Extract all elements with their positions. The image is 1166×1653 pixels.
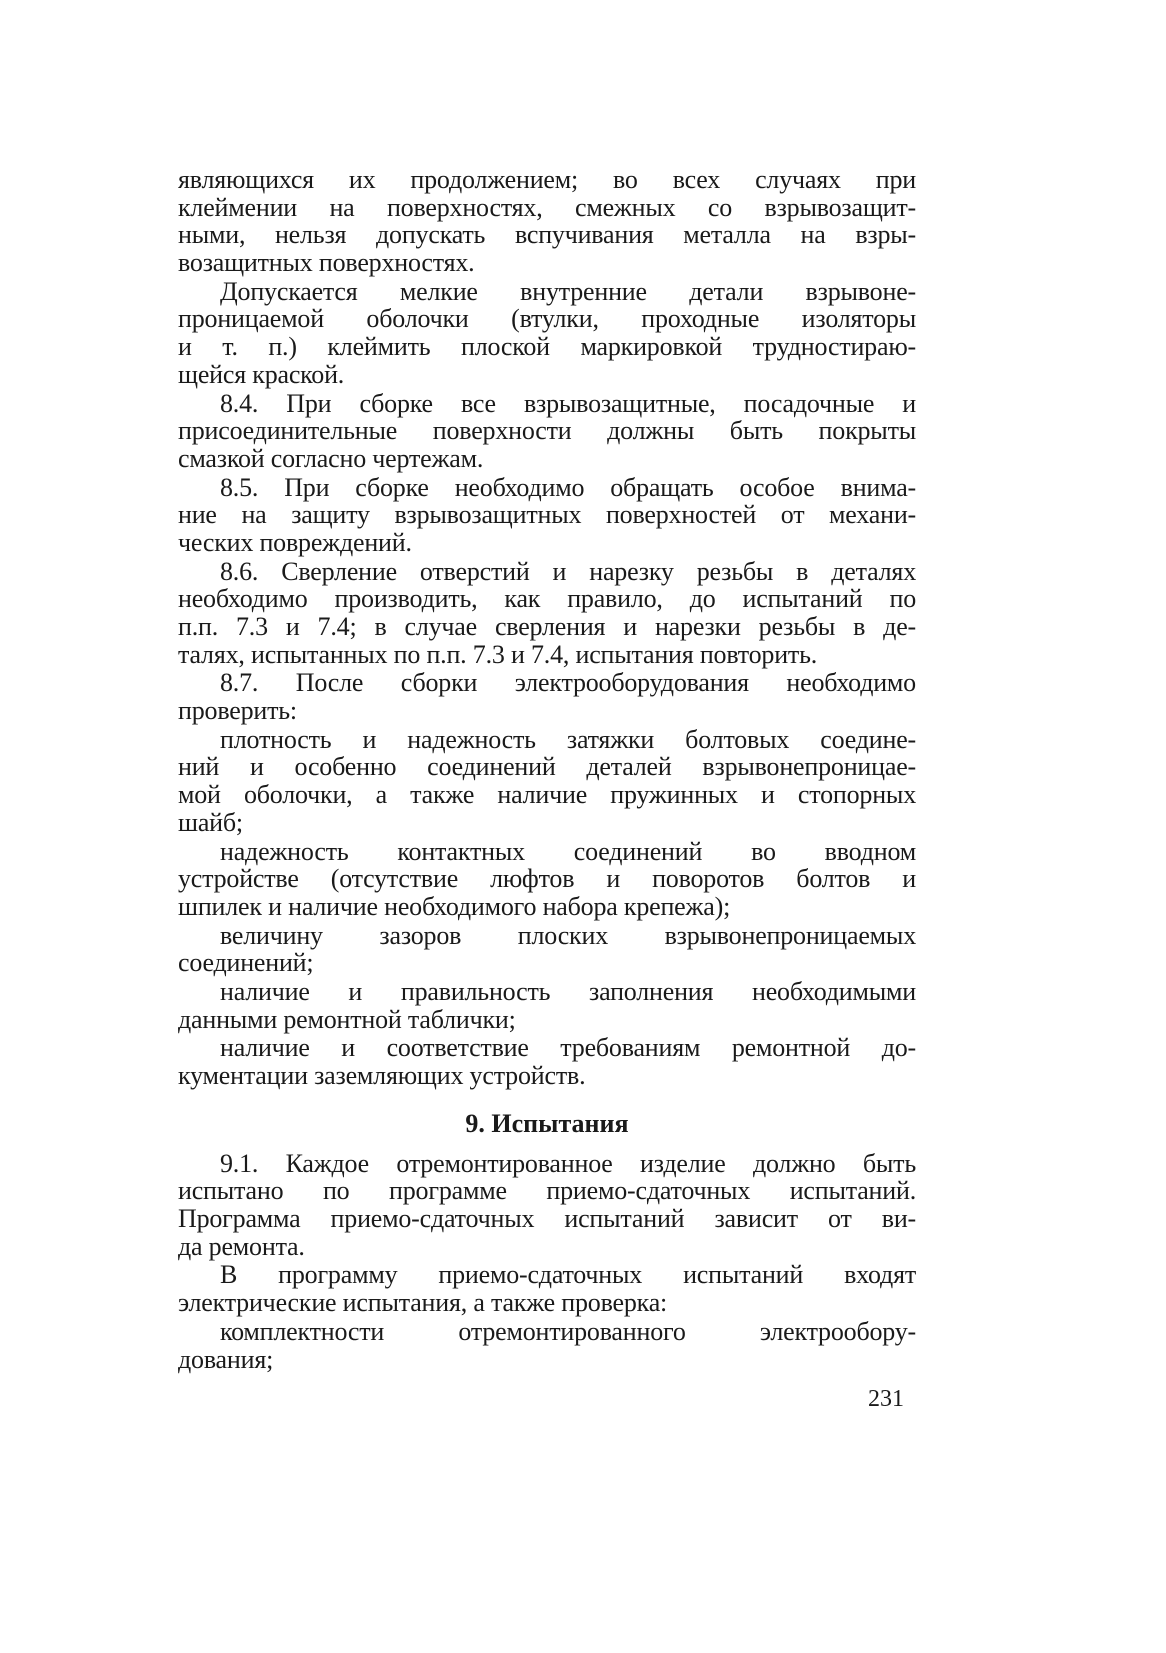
text-line: смазкой согласно чертежам. [178,443,484,473]
paragraph [178,669,916,724]
text-line: шпилек и наличие необходимого набора крепежа); [178,891,731,921]
text-line: 8.7. После сборки электрооборудования необходимо [220,668,916,698]
text-line: величину зазоров плоских взрывонепроницаемых [220,920,916,950]
text-line: мой оболочки, а также наличие пружинных и стопорных [178,780,916,810]
paragraph [178,558,916,669]
text-line: наличие и соответствие требованиям ремонтной до- [220,1033,916,1063]
text-line: Программа приемо-сдаточных испытаний зависит от ви- [178,1204,916,1234]
text-line: п.п. 7.3 и 7.4; в случае сверления и нарезки резьбы в де- [178,612,916,641]
paragraph [178,838,916,921]
text-line: плотность и надежность затяжки болтовых соедине- [220,724,916,754]
text-line: соединений; [178,948,314,978]
text-line: Допускается мелкие внутренние детали взрывоне- [220,276,916,306]
paragraph [178,1318,916,1373]
text-line: шайб; [178,807,243,837]
text-line: да ремонта. [178,1231,305,1261]
text-line: необходимо производить, как правило, до испытаний по [178,584,916,614]
text-line: данными ремонтной таблички; [178,1004,516,1034]
text-line: проницаемой оболочки (втулки, проходные изоляторы [178,304,916,334]
paragraph [178,922,916,977]
text-line: испытано по программе приемо-сдаточных испытаний. [178,1176,916,1206]
text-line: проверить: [178,696,297,726]
text-line: 8.5. При сборке необходимо обращать особое внима- [220,472,916,502]
paragraph [178,474,916,557]
text-line: электрические испытания, а также проверка: [178,1288,668,1318]
section-heading: 9. Испытания [465,1108,629,1138]
text-line: ние на защиту взрывозащитных поверхностей от механи- [178,500,916,530]
text-line: надежность контактных соединений во вводном [220,836,916,866]
paragraph [178,390,916,473]
text-line: клеймении на поверхностях, смежных со взрывозащит- [178,192,916,222]
text-line: 9.1. Каждое отремонтированное изделие должно быть [220,1148,916,1178]
paragraph [178,1261,916,1316]
text-line: В программу приемо-сдаточных испытаний входят [220,1260,916,1290]
text-line: ческих повреждений. [178,527,412,557]
text-line: щейся краской. [178,359,345,389]
paragraph [178,726,916,837]
text-line: присоединительные поверхности должны быть покрыты [178,416,916,446]
paragraph [178,1034,916,1089]
text-line: 8.4. При сборке все взрывозащитные, посадочные и [220,388,916,418]
page-number: 231 [868,1386,904,1412]
text-line: возащитных поверхностях. [178,248,475,278]
text-line: ными, нельзя допускать вспучивания металла на взры- [178,220,916,250]
page-body [178,166,916,1374]
paragraph [178,166,916,277]
text-line: наличие и правильность заполнения необходимыми [220,976,916,1006]
text-line: устройстве (отсутствие люфтов и поворотов болтов и [178,864,916,894]
paragraph [178,278,916,389]
text-line: дования; [178,1344,274,1374]
paragraph [178,978,916,1033]
text-line: комплектности отремонтированного электрообору- [220,1316,916,1346]
text-line: и т. п.) клеймить плоской маркировкой трудностираю- [178,332,916,362]
text-line: являющихся их продолжением; во всех случаях при [178,165,916,194]
text-line: 8.6. Сверление отверстий и нарезку резьбы в деталях [220,556,916,586]
text-line: ний и особенно соединений деталей взрывонепроницае- [178,752,916,782]
text-line: кументации заземляющих устройств. [178,1061,586,1090]
text-line: талях, испытанных по п.п. 7.3 и 7.4, испытания повторить. [178,639,818,669]
paragraph [178,1150,916,1261]
